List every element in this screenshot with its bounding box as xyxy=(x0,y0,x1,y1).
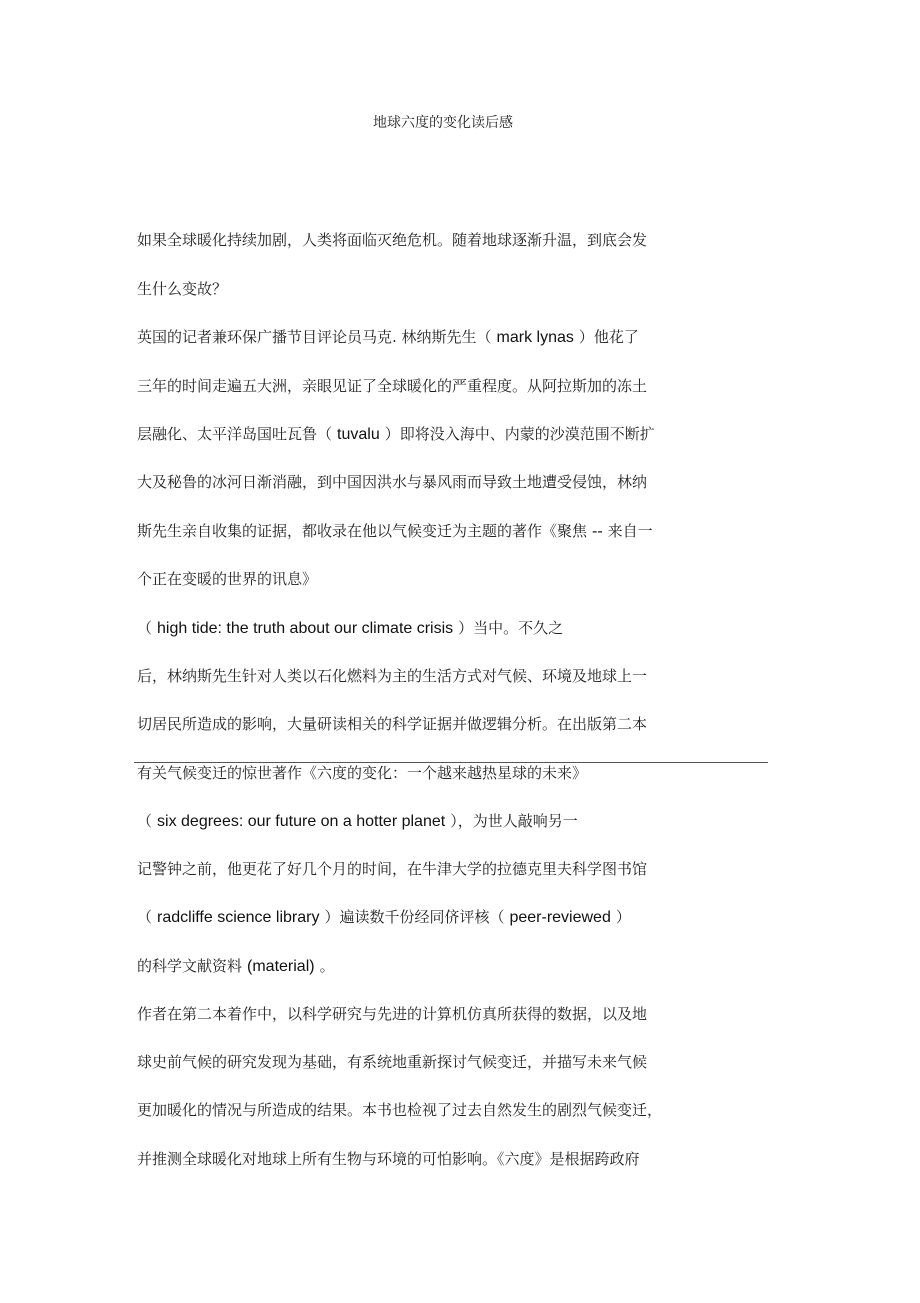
text-segment: 切居民所造成的影响，大量研读相关的科学证据并做逻辑分析。在出版第二本 xyxy=(137,715,648,733)
text-segment: 记警钟之前，他更花了好几个月的时间，在牛津大学的拉德克里夫科学图书馆 xyxy=(137,860,648,878)
text-line xyxy=(137,424,655,445)
text-segment: （ xyxy=(137,908,153,926)
text-segment: 英国的记者兼环保广播节目评论员马克. 林纳斯先生（ xyxy=(137,328,492,346)
text-segment: ） xyxy=(615,908,631,926)
text-line xyxy=(137,956,335,977)
text-segment: 并推测全球暖化对地球上所有生物与环境的可怕影响。《六度》是根据跨政府 xyxy=(137,1150,640,1168)
latin-text: high tide: the truth about our climate crisis xyxy=(157,620,454,637)
text-line xyxy=(137,521,653,542)
text-line xyxy=(137,279,227,299)
text-segment: ），为世人敲响另一 xyxy=(450,812,578,830)
latin-text: tuvalu xyxy=(337,426,380,443)
text-segment: （ xyxy=(137,812,153,830)
text-segment: 层融化、太平洋岛国吐瓦鲁（ xyxy=(137,425,333,443)
text-line xyxy=(137,1100,662,1120)
text-segment: 作者在第二本着作中，以科学研究与先进的计算机仿真所获得的数据，以及地 xyxy=(137,1005,648,1023)
text-line xyxy=(137,714,647,734)
latin-text: peer-reviewed xyxy=(509,909,611,926)
text-segment: 大及秘鲁的冰河日渐消融，到中国因洪水与暴风雨而导致土地遭受侵蚀，林纳 xyxy=(137,473,648,491)
text-line xyxy=(137,1149,640,1169)
text-line xyxy=(137,1004,647,1024)
latin-text: (material) xyxy=(247,958,315,975)
text-segment: 。 xyxy=(319,957,335,975)
latin-text: six degrees: our future on a hotter planet xyxy=(157,813,446,830)
text-segment: ）即将没入海中、内蒙的沙漠范围不断扩 xyxy=(384,425,655,443)
latin-text: radcliffe science library xyxy=(157,909,320,926)
text-segment: 三年的时间走遍五大洲，亲眼见证了全球暖化的严重程度。从阿拉斯加的冻土 xyxy=(137,377,648,395)
text-segment: ）当中。不久之 xyxy=(458,619,564,637)
text-segment: 来自一 xyxy=(607,522,653,540)
horizontal-rule xyxy=(134,762,768,763)
text-line xyxy=(137,618,563,639)
text-line xyxy=(137,811,578,832)
text-line xyxy=(137,859,647,879)
text-segment: （ xyxy=(137,619,153,637)
text-segment: 后，林纳斯先生针对人类以石化燃料为主的生活方式对气候、环境及地球上一 xyxy=(137,667,648,685)
text-line xyxy=(137,1052,647,1072)
latin-text: mark lynas xyxy=(496,329,574,346)
text-line xyxy=(137,666,647,686)
text-segment: ）遍读数千份经同侪评核（ xyxy=(324,908,505,926)
text-segment: 球史前气候的研究发现为基础，有系统地重新探讨气候变迁，并描写未来气候 xyxy=(137,1053,648,1071)
text-segment: 生什么变故？ xyxy=(137,280,228,298)
text-line xyxy=(137,327,639,348)
text-segment: 斯先生亲自收集的证据，都收录在他以气候变迁为主题的著作《聚焦 xyxy=(137,522,588,540)
text-segment: ）他花了 xyxy=(578,328,639,346)
text-segment: 有关气候变迁的惊世著作《六度的变化：一个越来越热星球的未来》 xyxy=(137,764,588,782)
latin-text: -- xyxy=(592,523,603,540)
text-line xyxy=(137,472,647,492)
text-line xyxy=(137,763,587,783)
text-line xyxy=(137,376,647,396)
document-title: 地球六度的变化读后感 xyxy=(373,115,513,131)
text-line xyxy=(137,569,317,589)
text-line xyxy=(137,230,647,250)
text-segment: 个正在变暖的世界的讯息》 xyxy=(137,570,318,588)
text-segment: 的科学文献资料 xyxy=(137,957,243,975)
text-line xyxy=(137,907,631,928)
text-segment: 更加暖化的情况与所造成的结果。本书也检视了过去自然发生的剧烈气候变迁， xyxy=(137,1101,663,1119)
text-segment: 如果全球暖化持续加剧，人类将面临灭绝危机。随着地球逐渐升温，到底会发 xyxy=(137,231,648,249)
